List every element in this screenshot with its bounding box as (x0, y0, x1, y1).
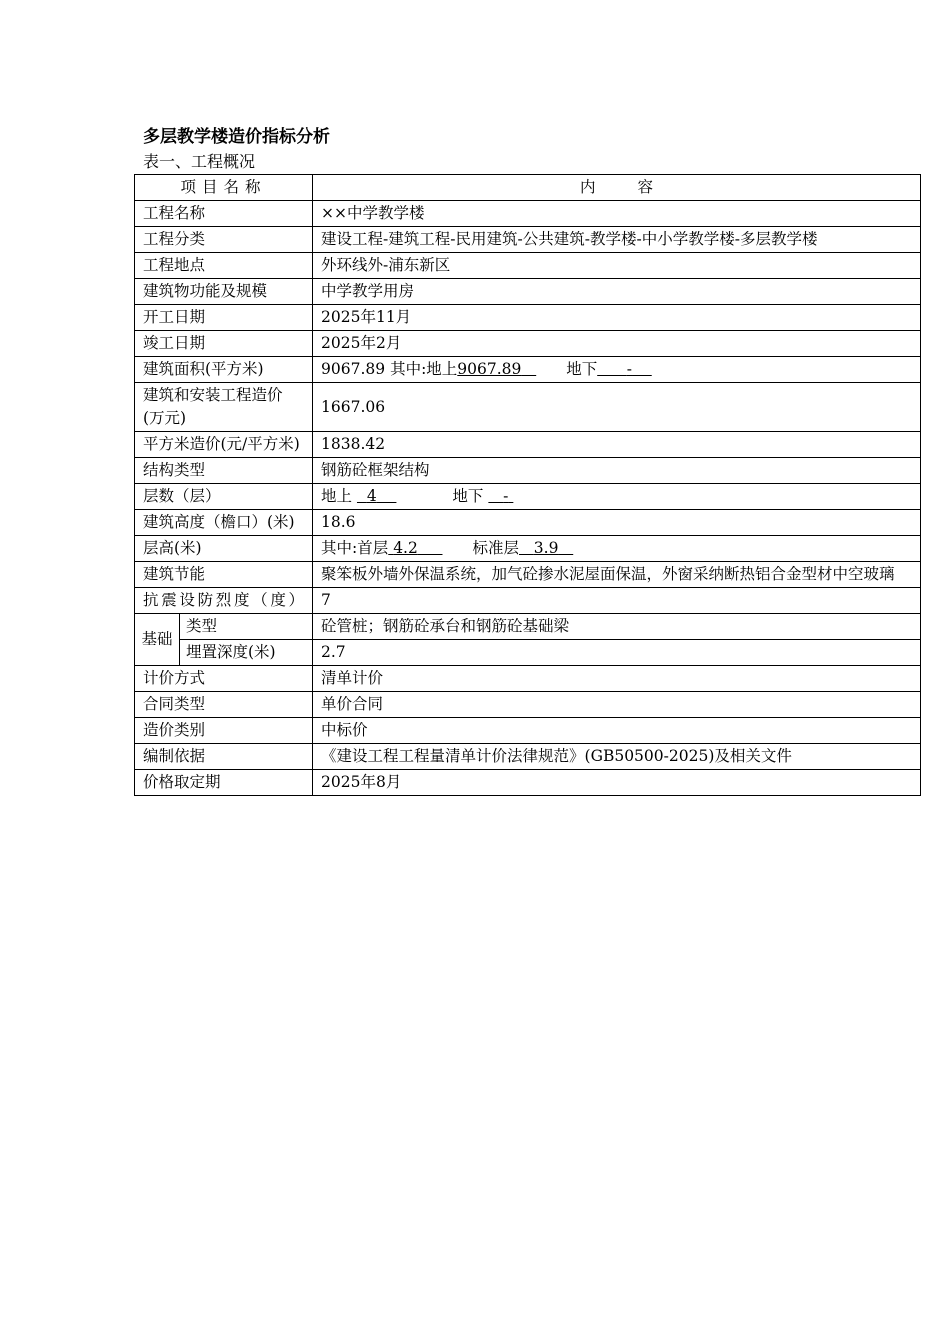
header-content-a: 内 (580, 178, 596, 196)
row-value: 清单计价 (313, 666, 921, 692)
row-label: 建筑物功能及规模 (135, 279, 313, 305)
floors-below-value: - (503, 487, 509, 505)
row-label: 合同类型 (135, 692, 313, 718)
row-label: 价格取定期 (135, 770, 313, 796)
row-value: 聚笨板外墙外保温系统，加气砼掺水泥屋面保温，外窗采纳断热铝合金型材中空玻璃 (313, 562, 921, 588)
table-row (135, 357, 921, 383)
table-row (135, 692, 921, 718)
table-row (135, 331, 921, 357)
row-label: 编制依据 (135, 744, 313, 770)
area-above-value: 9067.89 (457, 360, 522, 378)
row-value: 2025年11月 (313, 305, 921, 331)
foundation-label: 基础 (135, 614, 180, 666)
row-label: 工程名称 (135, 201, 313, 227)
table-row (135, 718, 921, 744)
project-overview-table (134, 174, 921, 796)
floors-above-value: 4 (366, 487, 377, 505)
storey-std-value: 3.9 (533, 539, 559, 557)
table-row (135, 770, 921, 796)
foundation-type-label: 类型 (180, 614, 313, 640)
row-value: 《建设工程工程量清单计价法律规范》(GB50500-2025)及相关文件 (313, 744, 921, 770)
row-value: 钢筋砼框架结构 (313, 458, 921, 484)
row-value: ××中学教学楼 (313, 201, 921, 227)
storey-first-value: 4.2 (393, 539, 418, 557)
row-label: 竣工日期 (135, 331, 313, 357)
row-value: 外环线外-浦东新区 (313, 253, 921, 279)
foundation-type-value: 砼管桩；钢筋砼承台和钢筋砼基础梁 (313, 614, 921, 640)
document-title: 多层教学楼造价指标分析 (143, 127, 330, 147)
table-row (135, 253, 921, 279)
row-label: 工程地点 (135, 253, 313, 279)
row-label: 建筑面积(平方米) (135, 357, 313, 383)
row-value: 中学教学用房 (313, 279, 921, 305)
row-value (313, 357, 921, 383)
row-value: 1838.42 (313, 432, 921, 458)
row-label: 层高(米) (135, 536, 313, 562)
row-label: 抗震设防烈度（度） (135, 588, 313, 614)
storey-std-prefix: 标准层 (472, 539, 519, 557)
table-row (135, 510, 921, 536)
foundation-depth-value: 2.7 (313, 640, 921, 666)
table-row (135, 484, 921, 510)
table-header-row (135, 175, 921, 201)
row-label: 结构类型 (135, 458, 313, 484)
row-label: 建筑节能 (135, 562, 313, 588)
table-row (135, 279, 921, 305)
area-above-prefix: 其中:地上 (390, 360, 458, 378)
row-label: 造价类别 (135, 718, 313, 744)
header-content (313, 175, 921, 201)
table-row (135, 614, 921, 640)
table-row (135, 458, 921, 484)
floors-below-prefix: 地下 (452, 487, 484, 505)
table-caption: 表一、工程概况 (143, 152, 256, 171)
row-value (313, 484, 921, 510)
table-row (135, 666, 921, 692)
row-value: 7 (313, 588, 921, 614)
table-row (135, 536, 921, 562)
table-row (135, 744, 921, 770)
foundation-depth-label: 埋置深度(米) (180, 640, 313, 666)
floors-above-prefix: 地上 (321, 487, 353, 505)
area-total: 9067.89 (321, 360, 386, 378)
row-label: 建筑和安装工程造价(万元) (135, 383, 313, 432)
row-label: 计价方式 (135, 666, 313, 692)
row-label: 平方米造价(元/平方米) (135, 432, 313, 458)
row-value: 建设工程-建筑工程-民用建筑-公共建筑-教学楼-中小学教学楼-多层教学楼 (313, 227, 921, 253)
row-label: 建筑高度（檐口）(米) (135, 510, 313, 536)
row-value (313, 536, 921, 562)
table-row (135, 640, 921, 666)
header-content-b: 容 (637, 178, 654, 196)
row-value: 2025年8月 (313, 770, 921, 796)
table-row (135, 227, 921, 253)
row-label: 开工日期 (135, 305, 313, 331)
row-label: 工程分类 (135, 227, 313, 253)
row-value: 中标价 (313, 718, 921, 744)
header-item-name: 项目名称 (135, 175, 313, 201)
area-below-prefix: 地下 (566, 360, 598, 378)
row-value: 1667.06 (313, 383, 921, 432)
row-value: 单价合同 (313, 692, 921, 718)
table-row (135, 562, 921, 588)
table-row (135, 305, 921, 331)
row-value: 18.6 (313, 510, 921, 536)
table-row (135, 432, 921, 458)
area-below-value: - (626, 360, 633, 378)
table-row (135, 201, 921, 227)
table-row (135, 588, 921, 614)
row-value: 2025年2月 (313, 331, 921, 357)
table-row (135, 383, 921, 432)
storey-first-prefix: 其中:首层 (321, 539, 389, 557)
row-label: 层数（层） (135, 484, 313, 510)
